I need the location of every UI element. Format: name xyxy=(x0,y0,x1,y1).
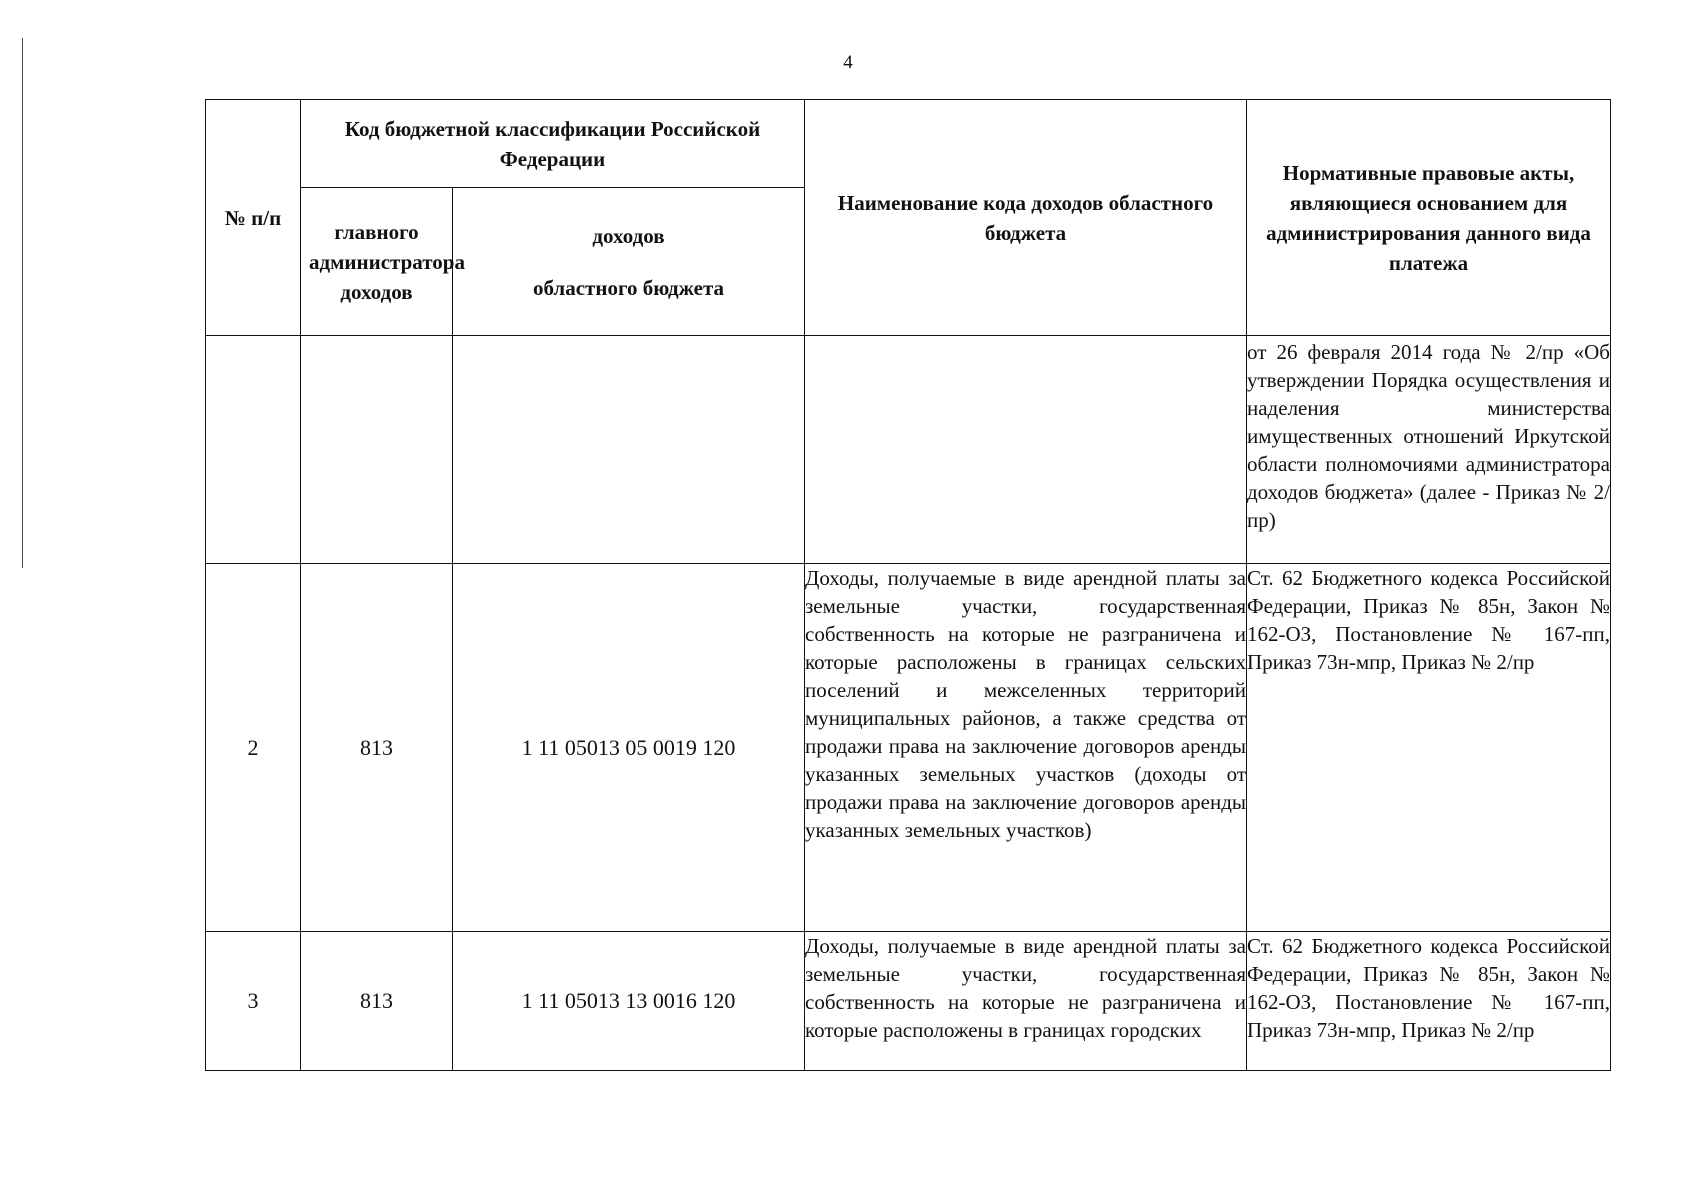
page-number: 4 xyxy=(843,52,853,73)
header-income-top: доходов xyxy=(592,223,665,248)
header-legal-acts: Нормативные правовые акты, являющиеся основанием для администрирования данного вида платежа xyxy=(1247,100,1611,336)
row-admin-code: 813 xyxy=(301,564,453,932)
row-admin-code: 813 xyxy=(301,932,453,1071)
budget-classification-table xyxy=(205,99,1611,1071)
header-income-gap xyxy=(453,251,804,273)
row-number: 3 xyxy=(206,932,301,1071)
row-income-name: Доходы, получаемые в виде арендной платы за земельные участки, государственная собственность на которые не разграничена и которые расположены в границах городских xyxy=(805,932,1247,1071)
table-row xyxy=(206,932,1611,1071)
header-income-bottom: областного бюджета xyxy=(532,275,725,300)
header-chief-administrator: главного администратора доходов xyxy=(301,188,453,336)
row-legal-acts: Ст. 62 Бюджетного кодекса Российской Федерации, Приказ № 85н, Закон № 162-ОЗ, Постановление № 167-пп, Приказ 73н-мпр, Приказ № 2/пр xyxy=(1247,932,1611,1071)
header-number: № п/п xyxy=(206,100,301,336)
table-row xyxy=(206,336,1611,564)
row-number xyxy=(206,336,301,564)
row-income-code xyxy=(453,336,805,564)
row-legal-acts: Ст. 62 Бюджетного кодекса Российской Федерации, Приказ № 85н, Закон № 162-ОЗ, Постановление № 167-пп, Приказ 73н-мпр, Приказ № 2/пр xyxy=(1247,564,1611,932)
row-number: 2 xyxy=(206,564,301,932)
row-legal-acts: от 26 февраля 2014 года № 2/пр «Об утверждении Порядка осуществления и наделения министерства имущественных отношений Иркутской области полномочиями администратора доходов бюджета» (далее - Приказ № 2/пр) xyxy=(1247,336,1611,564)
row-admin-code xyxy=(301,336,453,564)
header-kbk-group: Код бюджетной классификации Российской Федерации xyxy=(301,100,805,188)
scan-edge-mark xyxy=(22,38,23,568)
table-row xyxy=(206,564,1611,932)
header-regional-income xyxy=(453,188,805,336)
row-income-name: Доходы, получаемые в виде арендной платы за земельные участки, государственная собственность на которые не разграничена и которые расположены в границах сельских поселений и межселенных территорий муниципальных районов, а также средства от продажи права на заключение договоров аренды указанных земельных участков (доходы от продажи права на заключение договоров аренды указанных земельных участков) xyxy=(805,564,1247,932)
row-income-code: 1 11 05013 05 0019 120 xyxy=(453,564,805,932)
row-income-code: 1 11 05013 13 0016 120 xyxy=(453,932,805,1071)
header-income-name: Наименование кода доходов областного бюджета xyxy=(805,100,1247,336)
row-income-name xyxy=(805,336,1247,564)
